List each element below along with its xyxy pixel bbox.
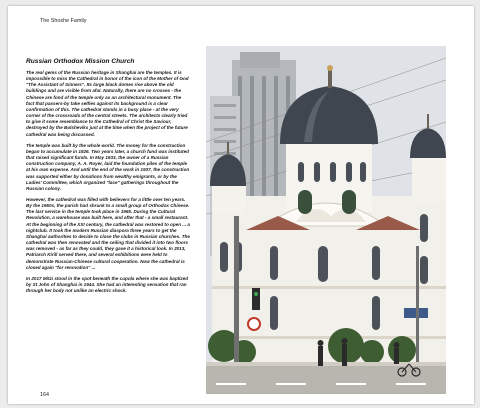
- paragraph: The temple was built by the whole world. The money for the construction began to accumulate in 1926. Two years later, a church fund was instituted that raised significant funds. In May 1933, the owner of a Russian construction company, A. A. Royer, laid the foundation piles of the temple at his own expense. And until the end of the work in 1937, the construction was supported either by donations from wealthy emigrants, or by the Ladies' Committee, which organized "lace" gatherings throughout the Russian colony.: [26, 142, 190, 191]
- text-column: [26, 58, 190, 299]
- article-title: Russian Orthodox Mission Church: [26, 58, 135, 65]
- paragraph: However, the cathedral was filled with believers for a little over ten years. By the 1950s, the parish had shrunk to a small group of Orthodox Chinese. The last service in the temple took place in 1965. During the Cultural Revolution, a warehouse was built here, and after that - a small restaurant. At the beginning of the XXI century, the cathedral was restored to open ... a nightclub. It took the modern Russian diaspora three years to get the Shanghai authorities to decide to close the clubs in Russian churches. The cathedral was then renovated and the ceiling that divided it into two floors was removed - as far as they could, they gave it a historical look. In 2013, Patriarch Kirill served there, and several exhibitions were held to demonstrate Russian-Chinese cultural cooperation. Now the cathedral is closed again "for renovation" ...: [26, 196, 190, 270]
- document-page: [8, 6, 474, 404]
- paragraph: In 2017 Mitzi stood in the spot beneath the cupola where she was baptized by St John of Shanghai in 1944. She had an interesting sensation that ran through her body not unlike an electric shock.: [26, 275, 189, 294]
- page-number: 164: [40, 392, 49, 398]
- cathedral-photo: [206, 46, 446, 394]
- paragraph: The real gems of the Russian heritage in Shanghai are the temples. It is impossible to miss the Cathedral in honor of the icon of the Mother of God "The Assistant of Sinners". Its large black domes rise above the old buildings and are visible from afar. Naturally, there are no crosses - the Chinese are fond of the temple only as an architectural monument. The fact that passers-by take selfies against its background is a clear confirmation of this. The cathedral stands in a busy place - at the very corner of the crossroads of the central streets. The architects clearly tried to give it some resemblance to the Cathedral of Christ the Saviour, destroyed by the Bolsheviks just at the time when the project of the future cathedral was being discussed.: [26, 70, 189, 137]
- running-header: The Shoshe Family: [40, 18, 87, 24]
